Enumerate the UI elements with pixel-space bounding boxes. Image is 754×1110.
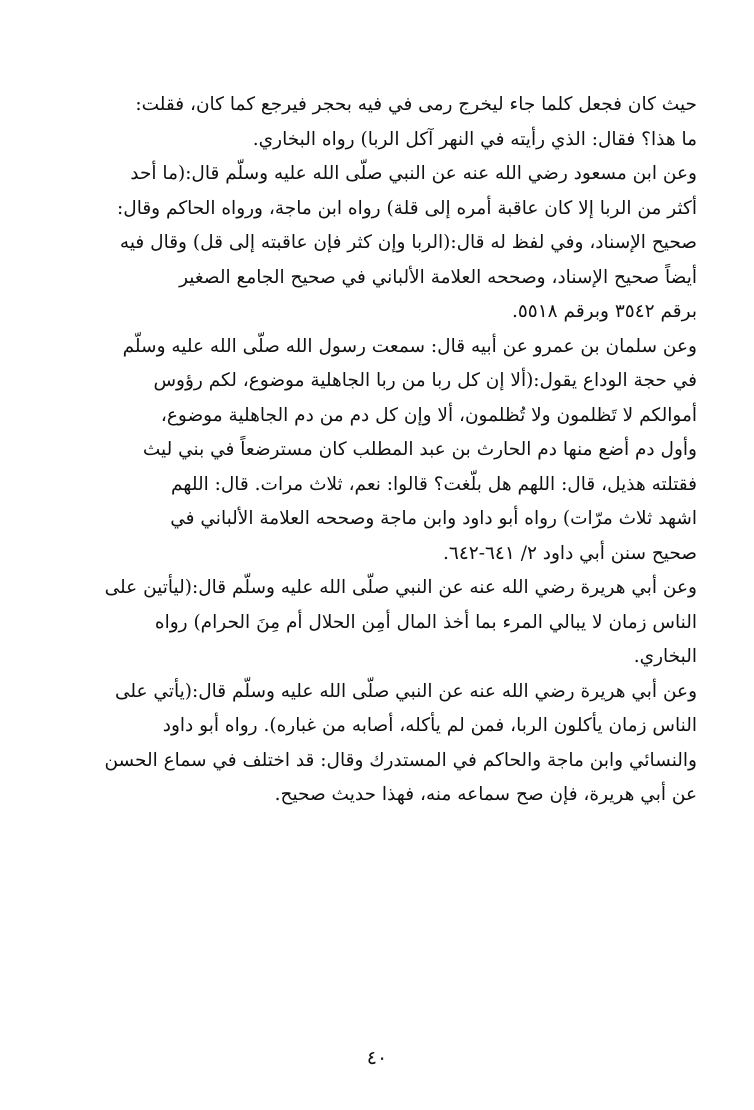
text-line: برقم ٣٥٤٢ وبرقم ٥٥١٨. — [511, 301, 697, 322]
text-line: صحيح الإسناد، وفي لفظ له قال:(الربا وإن كثر فإن عاقبته إلى قل) وقال فيه — [119, 232, 697, 253]
text-line: أيضاً صحيح الإسناد، وصححه العلامة الألباني في صحيح الجامع الصغير — [179, 266, 697, 288]
text-line: فقتلته هذيل، قال: اللهم هل بلّغت؟ قالوا: نعم، ثلاث مرات. قال: اللهم — [171, 473, 697, 495]
paragraph — [93, 330, 697, 572]
text-line: صحيح سنن أبي داود ٢/ ٦٤١-٦٤٢. — [443, 542, 697, 564]
text-line: اشهد ثلاث مرّات) رواه أبو داود وابن ماجة وصححه العلامة الألباني في — [170, 508, 697, 529]
text-line: والنسائي وابن ماجة والحاكم في المستدرك وقال: قد اختلف في سماع الحسن — [104, 749, 697, 771]
text-line: وعن سلمان بن عمرو عن أبيه قال: سمعت رسول الله صلّى الله عليه وسلّم — [122, 335, 697, 357]
page-body-text — [93, 88, 697, 813]
paragraph — [93, 157, 697, 330]
text-line: عن أبي هريرة، فإن صح سماعه منه، فهذا حديث صحيح. — [274, 784, 697, 805]
text-line: الناس زمان يأكلون الربا، فمن لم يأكله، أصابه من غباره). رواه أبو داود — [162, 715, 697, 736]
paragraph — [93, 675, 697, 813]
text-line: وعن أبي هريرة رضي الله عنه عن النبي صلّى الله عليه وسلّم قال:(يأتي على — [114, 680, 697, 702]
paragraph — [93, 571, 697, 675]
text-line: البخاري. — [633, 646, 697, 667]
page-number: ٤٠ — [366, 1047, 388, 1069]
paragraph — [93, 88, 697, 157]
text-line: أكثر من الربا إلا كان عاقبة أمره إلى قلة) رواه ابن ماجة، ورواه الحاكم وقال: — [117, 197, 697, 219]
text-line: وعن أبي هريرة رضي الله عنه عن النبي صلّى الله عليه وسلّم قال:(ليأتين على — [104, 577, 697, 598]
text-line: وأول دم أضع منها دم الحارث بن عبد المطلب كان مسترضعاً في بني ليث — [142, 439, 697, 460]
text-line: الناس زمان لا يبالي المرء بما أخذ المال أمِن الحلال أم مِنَ الحرام) رواه — [154, 611, 697, 633]
text-line: ما هذا؟ فقال: الذي رأيته في النهر آكل الربا) رواه البخاري. — [252, 128, 697, 150]
text-line: في حجة الوداع يقول:(ألا إن كل ربا من ربا الجاهلية موضوع، لكم رؤوس — [153, 370, 697, 391]
text-line: وعن ابن مسعود رضي الله عنه عن النبي صلّى الله عليه وسلّم قال:(ما أحد — [130, 163, 697, 184]
text-line: حيث كان فجعل كلما جاء ليخرج رمى في فيه بحجر فيرجع كما كان، فقلت: — [135, 94, 697, 115]
text-line: أموالكم لا تَظلمون ولا تُظلمون، ألا وإن كل دم من دم الجاهلية موضوع، — [160, 404, 697, 426]
